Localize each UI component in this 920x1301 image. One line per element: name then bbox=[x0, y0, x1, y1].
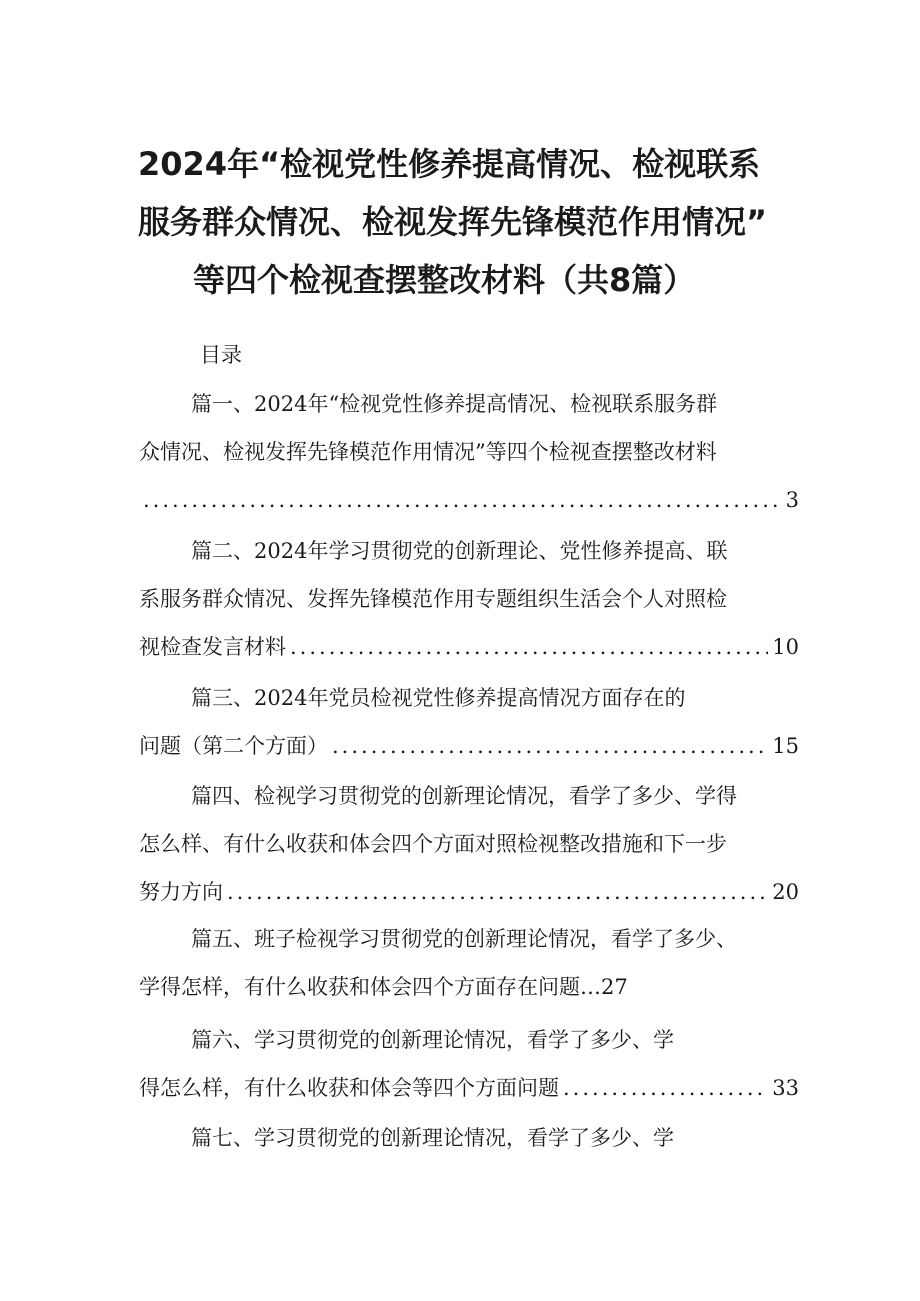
toc-entry-line: 篇四、检视学习贯彻党的创新理论情况，看学了多少、学得 bbox=[191, 784, 737, 808]
toc-entry-line: 篇七、学习贯彻党的创新理论情况，看学了多少、学 bbox=[191, 1126, 674, 1150]
toc-entry-line: 学得怎样，有什么收获和体会四个方面存在问题…27 bbox=[139, 975, 628, 999]
toc-entry-line: 篇三、2024年党员检视党性修养提高情况方面存在的 bbox=[191, 686, 686, 710]
toc-entry-leader-row bbox=[139, 623, 799, 671]
toc-entry-6[interactable] bbox=[139, 1016, 799, 1112]
toc-entry-line: 怎么样、有什么收获和体会四个方面对照检视整改措施和下一步 bbox=[139, 832, 727, 856]
toc-entry-text: 问题（第二个方面） bbox=[139, 734, 328, 758]
toc-entry-text: 努力方向 bbox=[139, 880, 223, 904]
toc-entry-text: 视检查发言材料 bbox=[139, 635, 286, 659]
dot-leader bbox=[290, 623, 768, 671]
title-line-2: 服务群众情况、检视发挥先锋模范作用情况” bbox=[138, 203, 768, 241]
document-title bbox=[120, 135, 800, 309]
toc-entry-3[interactable] bbox=[139, 674, 799, 770]
toc-entry-leader-row bbox=[139, 1064, 799, 1112]
toc-entry-line: 系服务群众情况、发挥先锋模范作用专题组织生活会个人对照检 bbox=[139, 587, 727, 611]
toc-entry-2[interactable] bbox=[139, 527, 799, 671]
toc-entry-1[interactable] bbox=[139, 380, 799, 524]
toc-entry-4[interactable] bbox=[139, 772, 799, 916]
toc-entry-leader-row bbox=[139, 476, 799, 524]
dot-leader bbox=[227, 868, 768, 916]
toc-entry-line: 篇六、学习贯彻党的创新理论情况，看学了多少、学 bbox=[191, 1028, 674, 1052]
toc-entry-5[interactable] bbox=[139, 915, 799, 1011]
dot-leader bbox=[563, 1064, 768, 1112]
toc-page-number: 10 bbox=[772, 635, 799, 659]
toc-entry-line: 众情况、检视发挥先锋模范作用情况”等四个检视查摆整改材料 bbox=[139, 440, 717, 464]
toc-entry-line: 篇二、2024年学习贯彻党的创新理论、党性修养提高、联 bbox=[191, 539, 728, 563]
toc-entry-line: 篇五、班子检视学习贯彻党的创新理论情况，看学了多少、 bbox=[191, 927, 737, 951]
title-line-3: 等四个检视查摆整改材料（共8篇） bbox=[193, 261, 696, 299]
toc-entry-text: 得怎么样，有什么收获和体会等四个方面问题 bbox=[139, 1076, 559, 1100]
title-line-1: 2024年“检视党性修养提高情况、检视联系 bbox=[138, 145, 761, 183]
toc-entry-line: 篇一、2024年“检视党性修养提高情况、检视联系服务群 bbox=[191, 392, 718, 416]
toc-entry-leader-row bbox=[139, 868, 799, 916]
toc-page-number: 33 bbox=[772, 1076, 799, 1100]
toc-entry-7[interactable] bbox=[139, 1114, 799, 1162]
dot-leader bbox=[332, 722, 768, 770]
toc-page-number: 20 bbox=[772, 880, 799, 904]
toc-page-number: 3 bbox=[785, 488, 799, 512]
toc-entry-leader-row bbox=[139, 722, 799, 770]
toc-page-number: 15 bbox=[772, 734, 799, 758]
toc-heading: 目录 bbox=[200, 343, 242, 367]
dot-leader bbox=[143, 476, 782, 524]
